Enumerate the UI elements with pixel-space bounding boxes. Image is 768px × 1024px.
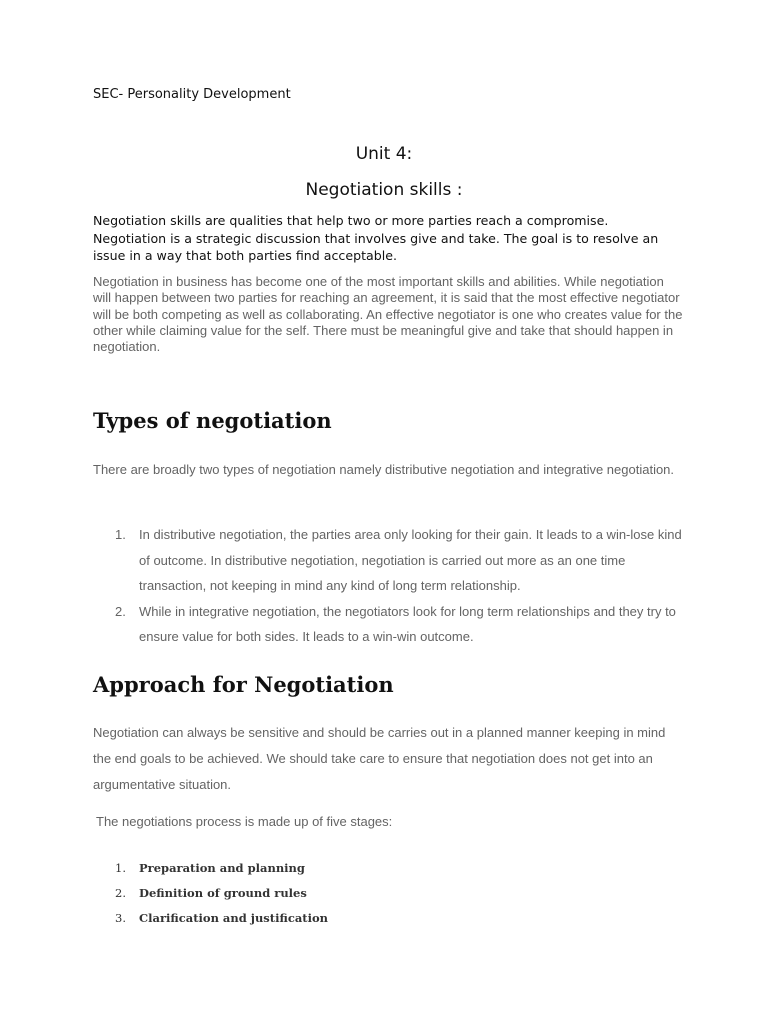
course-header: SEC- Personality Development <box>93 87 291 102</box>
list-item-text: While in integrative negotiation, the negotiators look for long term relationships and they try to ensure value for both sides. It leads to a win-win outcome. <box>139 603 676 645</box>
list-number: 1. <box>115 527 126 542</box>
list-item <box>93 599 683 650</box>
unit-title: Unit 4: <box>355 144 413 164</box>
list-item-text: Clarification and justification <box>139 911 328 926</box>
list-item <box>93 522 683 599</box>
list-number: 1. <box>115 861 126 875</box>
list-item-text: Preparation and planning <box>139 861 305 875</box>
list-item <box>93 906 683 931</box>
approach-heading: Approach for Negotiation <box>93 672 394 697</box>
types-heading: Types of negotiation <box>93 408 332 433</box>
list-item <box>93 856 683 881</box>
business-paragraph: Negotiation in business has become one of the most important skills and abilities. While negotiation will happen between two parties for reaching an agreement, it is said that the most effective negotiator will be both competing as well as collaborating. An effective negotiator is one who creates value for the other while claiming value for the self. There must be meaningful give and take that should happen in negotiation. <box>93 274 683 355</box>
approach-paragraph: Negotiation can always be sensitive and should be carries out in a planned manner keeping in mind the end goals to be achieved. We should take care to ensure that negotiation does not get into an argumentative situation. <box>93 725 666 792</box>
stages-list <box>93 856 683 932</box>
list-item-text: In distributive negotiation, the parties area only looking for their gain. It leads to a win-lose kind of outcome. In distributive negotiation, negotiation is carried out more as an one time transaction, not keeping in mind any kind of long term relationship. <box>139 527 682 594</box>
topic-title: Negotiation skills : <box>305 180 463 200</box>
intro-paragraph: Negotiation skills are qualities that help two or more parties reach a compromise. Negotiation is a strategic discussion that involves give and take. The goal is to resolve an issue in a way that both parties find acceptable. <box>93 213 659 263</box>
list-number: 2. <box>115 603 126 619</box>
types-list <box>93 522 683 650</box>
list-item-text: Definition of ground rules <box>139 886 307 901</box>
stages-intro: The negotiations process is made up of five stages: <box>96 814 393 829</box>
list-number: 3. <box>115 911 126 926</box>
list-item <box>93 881 683 906</box>
types-paragraph: There are broadly two types of negotiation namely distributive negotiation and integrative negotiation. <box>93 462 675 477</box>
list-number: 2. <box>115 886 126 901</box>
